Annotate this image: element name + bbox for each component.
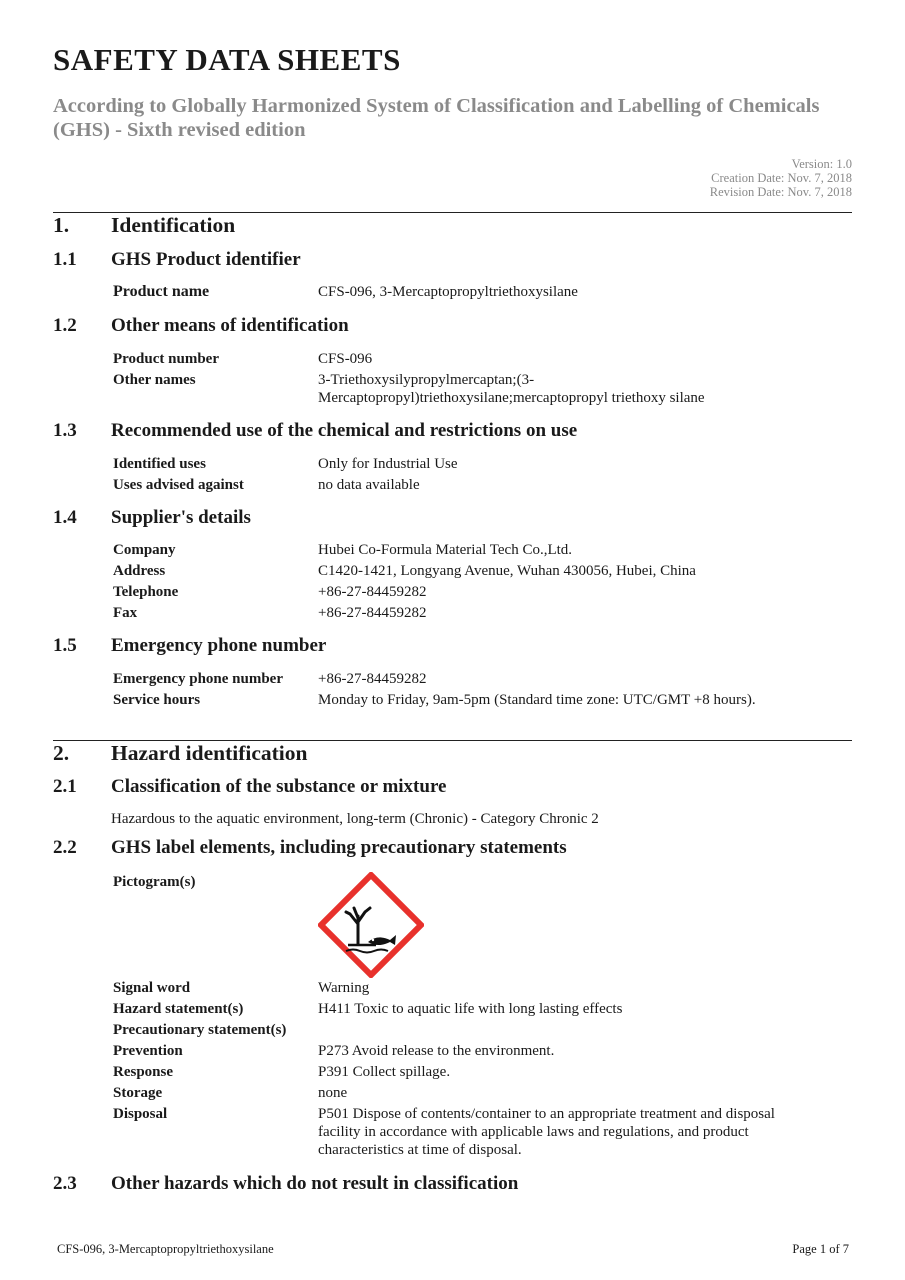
subsection-title: GHS label elements, including precautionary statements: [111, 837, 567, 858]
field-label: Pictogram(s): [113, 874, 196, 890]
field-label: Identified uses: [113, 456, 206, 472]
field-label: Disposal: [113, 1106, 168, 1122]
document-title: SAFETY DATA SHEETS: [53, 42, 401, 77]
revision-date-text: Revision Date: Nov. 7, 2018: [709, 185, 852, 199]
field-label: Company: [113, 542, 176, 558]
classification-text: Hazardous to the aquatic environment, long-term (Chronic) - Category Chronic 2: [111, 811, 599, 827]
creation-date-text: Creation Date: Nov. 7, 2018: [711, 171, 852, 185]
subsection-number: 1.4: [53, 507, 77, 528]
field-value: +86-27-84459282: [318, 671, 427, 687]
document-subtitle: According to Globally Harmonized System of Classification and Labelling of Chemicals (GHS) - Sixth revised edition: [53, 95, 820, 141]
field-value: none: [318, 1085, 348, 1101]
field-label: Address: [113, 563, 166, 579]
field-label: Telephone: [113, 584, 179, 600]
field-label: Other names: [113, 372, 196, 388]
field-label: Prevention: [113, 1043, 183, 1059]
field-label: Signal word: [113, 980, 191, 996]
field-label: Product name: [113, 283, 210, 300]
subsection-title: Supplier's details: [111, 507, 251, 528]
footer-page-number: Page 1 of 7: [792, 1242, 849, 1256]
field-value: 3-Triethoxysilypropylmercaptan;(3-Mercaptopropyl)triethoxysilane;mercaptopropyl triethoxy silane: [318, 372, 705, 406]
environment-hazard-icon: [318, 872, 424, 978]
field-value: +86-27-84459282: [318, 584, 427, 600]
field-value: Only for Industrial Use: [318, 456, 458, 472]
subsection-number: 2.3: [53, 1173, 77, 1194]
section-title: Hazard identification: [111, 741, 308, 765]
field-label: Hazard statement(s): [113, 1001, 244, 1017]
field-value: Warning: [318, 980, 370, 996]
version-text: Version: 1.0: [791, 157, 852, 171]
field-label: Fax: [113, 605, 138, 621]
subsection-title: Classification of the substance or mixture: [111, 776, 447, 797]
section-number: 1.: [53, 213, 70, 237]
section-title: Identification: [111, 213, 236, 237]
subsection-title: Other hazards which do not result in classification: [111, 1173, 519, 1194]
field-value: C1420-1421, Longyang Avenue, Wuhan 430056, Hubei, China: [318, 563, 696, 579]
field-value: no data available: [318, 477, 420, 493]
subsection-title: Other means of identification: [111, 315, 349, 336]
field-value: Monday to Friday, 9am-5pm (Standard time zone: UTC/GMT +8 hours).: [318, 692, 756, 708]
subsection-number: 1.5: [53, 635, 77, 656]
field-value: P391 Collect spillage.: [318, 1064, 451, 1080]
field-label: Service hours: [113, 692, 201, 708]
subsection-number: 1.2: [53, 315, 77, 336]
field-label: Storage: [113, 1085, 163, 1101]
field-value: CFS-096: [318, 351, 373, 367]
document-meta: [710, 157, 852, 199]
subsection-number: 1.1: [53, 249, 77, 270]
subsection-number: 1.3: [53, 420, 77, 441]
section-number: 2.: [53, 741, 70, 765]
field-label: Precautionary statement(s): [113, 1022, 287, 1038]
field-value: P273 Avoid release to the environment.: [318, 1043, 555, 1059]
field-value: H411 Toxic to aquatic life with long lasting effects: [318, 1001, 623, 1017]
field-label: Emergency phone number: [113, 671, 283, 687]
field-value: P501 Dispose of contents/container to an appropriate treatment and disposal facility in accordance with applicable laws and regulations, and product characteristics at time of disposal.: [318, 1106, 775, 1158]
field-label: Uses advised against: [113, 477, 244, 493]
subsection-title: Recommended use of the chemical and restrictions on use: [111, 420, 578, 441]
subsection-number: 2.1: [53, 776, 77, 797]
field-value: CFS-096, 3-Mercaptopropyltriethoxysilane: [318, 284, 578, 300]
subsection-title: Emergency phone number: [111, 635, 327, 656]
footer-product: CFS-096, 3-Mercaptopropyltriethoxysilane: [57, 1242, 274, 1256]
field-label: Response: [113, 1064, 174, 1080]
subsection-title: GHS Product identifier: [111, 249, 301, 270]
field-label: Product number: [113, 351, 219, 367]
field-value: Hubei Co-Formula Material Tech Co.,Ltd.: [318, 542, 573, 558]
field-value: +86-27-84459282: [318, 605, 427, 621]
subsection-number: 2.2: [53, 837, 77, 858]
